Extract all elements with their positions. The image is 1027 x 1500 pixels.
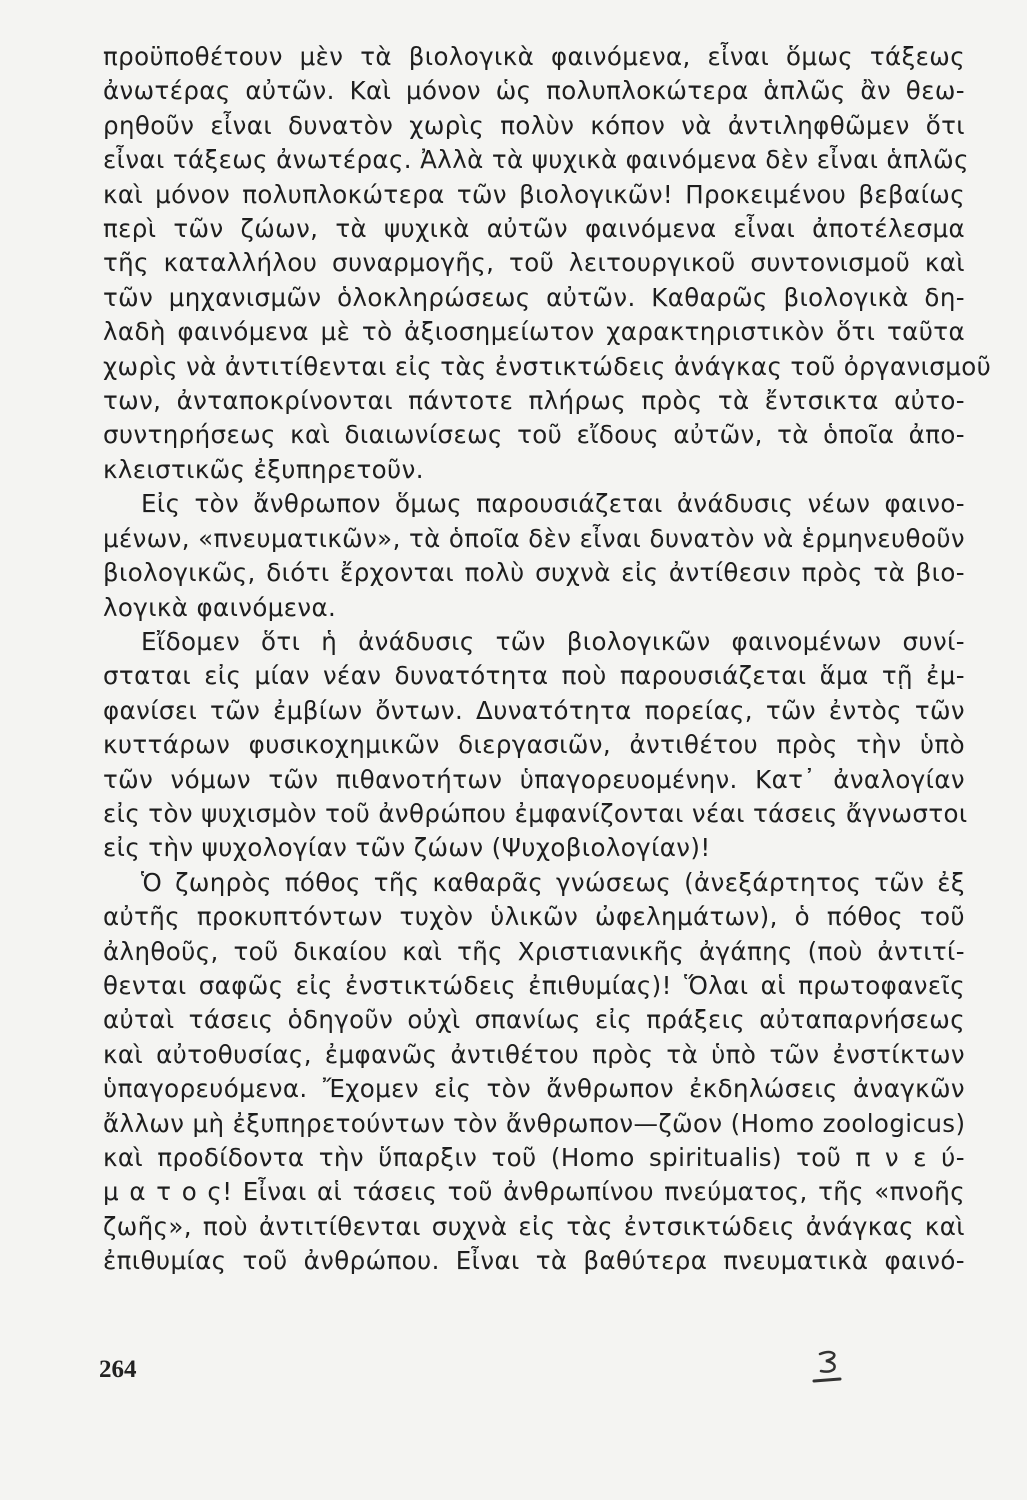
text-line: φανίσει τῶν ἐμβίων ὄντων. Δυνατότητα πορείας, τῶν ἐντὸς τῶν (103, 695, 965, 725)
text-line: ἄλλων μὴ ἐξυπηρετούντων τὸν ἄνθρωπον—ζῶον (Homo zoologicus) (103, 1108, 966, 1138)
text-line: σταται εἰς μίαν νέαν δυνατότητα ποὺ παρουσιάζεται ἅμα τῇ ἐμ- (103, 661, 965, 691)
text-line: καὶ αὐτοθυσίας, ἐμφανῶς ἀντιθέτου πρὸς τὰ ὑπὸ τῶν ἐνστίκτων (103, 1039, 965, 1069)
text-line: καὶ προδίδοντα τὴν ὕπαρξιν τοῦ (Homo spiritualis) τοῦ π ν ε ύ- (103, 1143, 965, 1172)
text-line: τῆς καταλλήλου συναρμογῆς, τοῦ λειτουργικοῦ συντονισμοῦ καὶ (103, 248, 965, 278)
text-line: χωρὶς νὰ ἀντιτίθενται εἰς τὰς ἐνστικτώδεις ἀνάγκας τοῦ ὀργανισμοῦ (103, 351, 992, 381)
text-line: κυττάρων φυσικοχημικῶν διεργασιῶν, ἀντιθέτου πρὸς τὴν ὑπὸ (103, 730, 965, 760)
text-line: των, ἀνταποκρίνονται πάντοτε πλήρως πρὸς τὰ ἔντσικτα αὐτο- (103, 386, 965, 416)
text-line: ρηθοῦν εἶναι δυνατὸν χωρὶς πολὺν κόπον νὰ ἀντιληφθῶμεν ὅτι (103, 110, 965, 140)
body-text (103, 40, 992, 1279)
page-number: 264 (99, 1356, 137, 1383)
text-line: καὶ μόνον πολυπλοκώτερα τῶν βιολογικῶν! Προκειμένου βεβαίως (103, 179, 965, 209)
text-line: ἀληθοῦς, τοῦ δικαίου καὶ τῆς Χριστιανικῆς ἀγάπης (ποὺ ἀντιτί- (103, 936, 965, 966)
text-line: Ὁ ζωηρὸς πόθος τῆς καθαρᾶς γνώσεως (ἀνεξάρτητος τῶν ἐξ (141, 867, 965, 897)
text-line: αὐταὶ τάσεις ὁδηγοῦν οὐχὶ σπανίως εἰς πράξεις αὐταπαρνήσεως (103, 1005, 965, 1035)
text-line: ὑπαγορευόμενα. Ἔχομεν εἰς τὸν ἄνθρωπον ἐκδηλώσεις ἀναγκῶν (103, 1074, 965, 1104)
text-line: θενται σαφῶς εἰς ἐνστικτώδεις ἐπιθυμίας)! Ὅλαι αἱ πρωτοφανεῖς (103, 970, 965, 1000)
text-line: λογικὰ φαινόμενα. (103, 592, 337, 622)
text-line: μένων, «πνευματικῶν», τὰ ὁποῖα δὲν εἶναι δυνατὸν νὰ ἑρμηνευθοῦν (103, 523, 965, 553)
text-line: Εἰς τὸν ἄνθρωπον ὅμως παρουσιάζεται ἀνάδυσις νέων φαινο- (141, 489, 965, 519)
text-line: τῶν νόμων τῶν πιθανοτήτων ὑπαγορευομένην. Κατ᾽ ἀναλογίαν (103, 764, 965, 794)
text-line: ἐπιθυμίας τοῦ ἀνθρώπου. Εἶναι τὰ βαθύτερα πνευματικὰ φαινό- (103, 1246, 965, 1276)
text-line: εἰς τὴν ψυχολογίαν τῶν ζώων (Ψυχοβιολογίαν)! (103, 833, 711, 863)
text-line: συντηρήσεως καὶ διαιωνίσεως τοῦ εἴδους αὐτῶν, τὰ ὁποῖα ἀπο- (103, 420, 965, 450)
text-line: αὐτῆς προκυπτόντων τυχὸν ὑλικῶν ὠφελημάτων), ὁ πόθος τοῦ (103, 902, 965, 932)
text-line: εἶναι τάξεως ἀνωτέρας. Ἀλλὰ τὰ ψυχικὰ φαινόμενα δὲν εἶναι ἁπλῶς (103, 145, 969, 175)
text-line: λαδὴ φαινόμενα μὲ τὸ ἀξιοσημείωτον χαρακτηριστικὸν ὅτι ταῦτα (103, 317, 965, 347)
text-line: εἰς τὸν ψυχισμὸν τοῦ ἀνθρώπου ἐμφανίζονται νέαι τάσεις ἄγνωστοι (103, 798, 968, 828)
text-line: τῶν μηχανισμῶν ὁλοκληρώσεως αὐτῶν. Καθαρῶς βιολογικὰ δη- (103, 282, 965, 312)
text-line: ἀνωτέρας αὐτῶν. Καὶ μόνον ὡς πολυπλοκώτερα ἁπλῶς ἂν θεω- (103, 76, 965, 106)
handwritten-mark-icon (810, 1348, 844, 1386)
text-line: βιολογικῶς, διότι ἔρχονται πολὺ συχνὰ εἰς ἀντίθεσιν πρὸς τὰ βιο- (103, 558, 965, 588)
text-line: μ α τ ο ς! Εἶναι αἱ τάσεις τοῦ ἀνθρωπίνου πνεύματος, τῆς «πνοῆς (103, 1177, 965, 1207)
text-line: ζωῆς», ποὺ ἀντιτίθενται συχνὰ εἰς τὰς ἐντσικτώδεις ἀνάγκας καὶ (103, 1211, 965, 1241)
text-line: Εἴδομεν ὅτι ἡ ἀνάδυσις τῶν βιολογικῶν φαινομένων συνί- (141, 626, 965, 656)
text-line: περὶ τῶν ζώων, τὰ ψυχικὰ αὐτῶν φαινόμενα εἶναι ἀποτέλεσμα (103, 214, 965, 244)
text-line: κλειστικῶς ἐξυπηρετοῦν. (103, 454, 424, 484)
text-line: προϋποθέτουν μὲν τὰ βιολογικὰ φαινόμενα, εἶναι ὅμως τάξεως (103, 42, 965, 71)
